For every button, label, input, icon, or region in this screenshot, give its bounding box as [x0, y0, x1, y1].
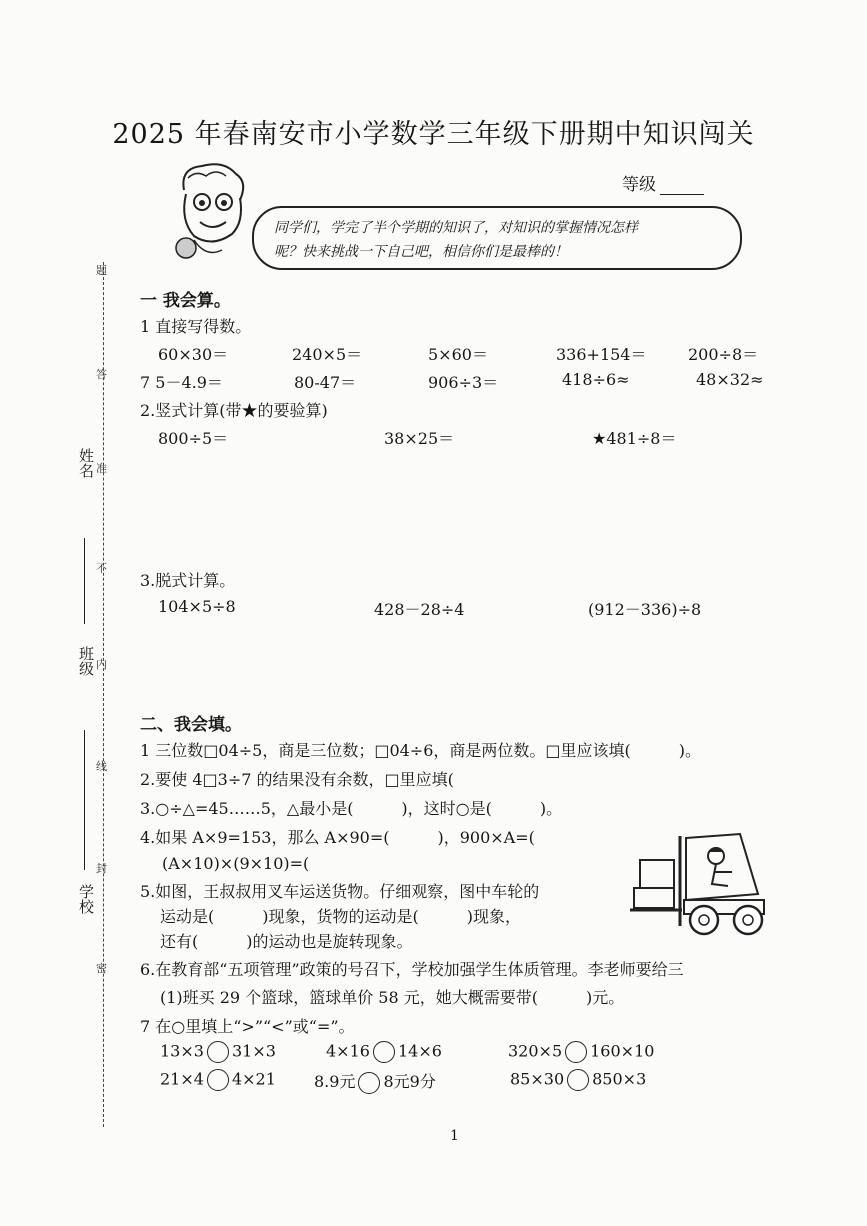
compare-left: 320×5	[508, 1041, 563, 1061]
grade-field	[622, 170, 704, 195]
page-number: 1	[450, 1128, 459, 1144]
fill-question: 5.如图，王叔叔用叉车运送货物。仔细观察，图中车轮的	[140, 882, 540, 901]
compare-left: 8.9元	[314, 1072, 356, 1091]
bubble-line: 同学们，学完了半个学期的知识了，对知识的掌握情况怎样	[274, 220, 638, 236]
fill-question: 4.如果 A×9=153，那么 A×90=( )，900×A=(	[140, 828, 535, 847]
compare-circle[interactable]	[207, 1069, 229, 1091]
compare-item	[326, 1041, 442, 1063]
seal-char: 答	[96, 368, 107, 381]
page-title: 2025 年春南安市小学数学三年级下册期中知识闯关	[112, 119, 755, 150]
compare-item	[314, 1069, 436, 1094]
q2-title: 2.竖式计算(带★的要验算)	[140, 401, 328, 420]
fill-question: 1 三位数□04÷5，商是三位数；□04÷6，商是两位数。□里应该填( )。	[140, 741, 701, 760]
calc-item: 48×32≈	[696, 370, 764, 389]
compare-left: 4×16	[326, 1041, 370, 1061]
fill-question: 运动是( )现象，货物的运动是( )现象，	[160, 907, 521, 926]
fill-question: (A×10)×(9×10)=(	[162, 854, 310, 873]
class-label: 班级	[77, 646, 95, 676]
stepwise-calc-item: 104×5÷8	[158, 597, 236, 616]
fill-question: 7 在○里填上“>”“<”或“=”。	[140, 1017, 355, 1036]
school-label: 学校	[77, 884, 95, 914]
seal-char: 封	[96, 862, 107, 875]
compare-circle[interactable]	[373, 1041, 395, 1063]
forklift-icon	[628, 826, 768, 938]
section1-title: 一 我会算。	[140, 291, 231, 311]
calc-item: 240×5＝	[292, 345, 363, 364]
seal-char: 不	[96, 562, 107, 575]
compare-item	[160, 1069, 276, 1091]
cartoon-student-icon	[166, 160, 258, 272]
grade-blank[interactable]	[660, 178, 704, 195]
calc-item: 60×30＝	[158, 345, 229, 364]
fill-question: 3.○÷△=45……5，△最小是( )，这时○是( )。	[140, 799, 563, 818]
fill-question: (1)班买 29 个篮球，篮球单价 58 元，她大概需要带( )元。	[160, 988, 625, 1007]
stepwise-calc-item: (912－336)÷8	[588, 600, 702, 619]
name-blank[interactable]	[84, 538, 85, 624]
compare-circle[interactable]	[567, 1069, 589, 1091]
calc-item: 200÷8＝	[688, 345, 759, 364]
q1-title: 1 直接写得数。	[140, 317, 252, 336]
compare-item	[160, 1041, 276, 1063]
calc-item: 80-47＝	[294, 373, 357, 392]
compare-right: 4×21	[231, 1069, 276, 1089]
class-blank[interactable]	[84, 730, 85, 870]
calc-item: 336+154＝	[556, 345, 647, 364]
seal-char: 内	[96, 658, 107, 671]
fill-question: 6.在教育部“五项管理”政策的号召下，学校加强学生体质管理。李老师要给三	[140, 960, 684, 979]
seal-dashed-line	[103, 262, 104, 1127]
compare-circle[interactable]	[565, 1041, 587, 1063]
grade-label: 等级	[622, 175, 656, 195]
speech-bubble	[252, 206, 742, 270]
compare-circle[interactable]	[207, 1041, 229, 1063]
seal-char: 准	[96, 462, 107, 475]
compare-item	[508, 1041, 654, 1063]
stepwise-calc-item: 428－28÷4	[374, 600, 465, 619]
compare-right: 14×6	[397, 1041, 442, 1061]
vertical-calc-item: ★481÷8＝	[592, 429, 677, 448]
calc-item: 7 5－4.9＝	[140, 373, 223, 392]
seal-char: 题	[96, 264, 107, 277]
name-label: 姓名	[77, 448, 95, 478]
vertical-calc-item: 38×25＝	[384, 429, 455, 448]
calc-item: 906÷3＝	[428, 373, 499, 392]
compare-circle[interactable]	[358, 1072, 380, 1094]
bubble-line: 呢？快来挑战一下自己吧，相信你们是最棒的！	[274, 244, 568, 260]
seal-char: 线	[96, 760, 107, 773]
compare-right: 8元9分	[383, 1072, 436, 1091]
compare-left: 85×30	[510, 1069, 565, 1089]
compare-left: 21×4	[160, 1069, 204, 1089]
compare-right: 160×10	[590, 1041, 655, 1061]
compare-right: 850×3	[592, 1069, 647, 1089]
seal-char: 密	[96, 962, 107, 975]
compare-right: 31×3	[231, 1041, 276, 1061]
fill-question: 2.要使 4□3÷7 的结果没有余数，□里应填(	[140, 770, 454, 789]
q3-title: 3.脱式计算。	[140, 571, 236, 590]
calc-item: 418÷6≈	[562, 370, 630, 389]
fill-question: 还有( )的运动也是旋转现象。	[160, 932, 413, 951]
vertical-calc-item: 800÷5＝	[158, 429, 229, 448]
section2-title: 二、我会填。	[140, 715, 242, 735]
compare-item	[510, 1069, 646, 1091]
compare-left: 13×3	[160, 1041, 204, 1061]
calc-item: 5×60＝	[428, 345, 488, 364]
